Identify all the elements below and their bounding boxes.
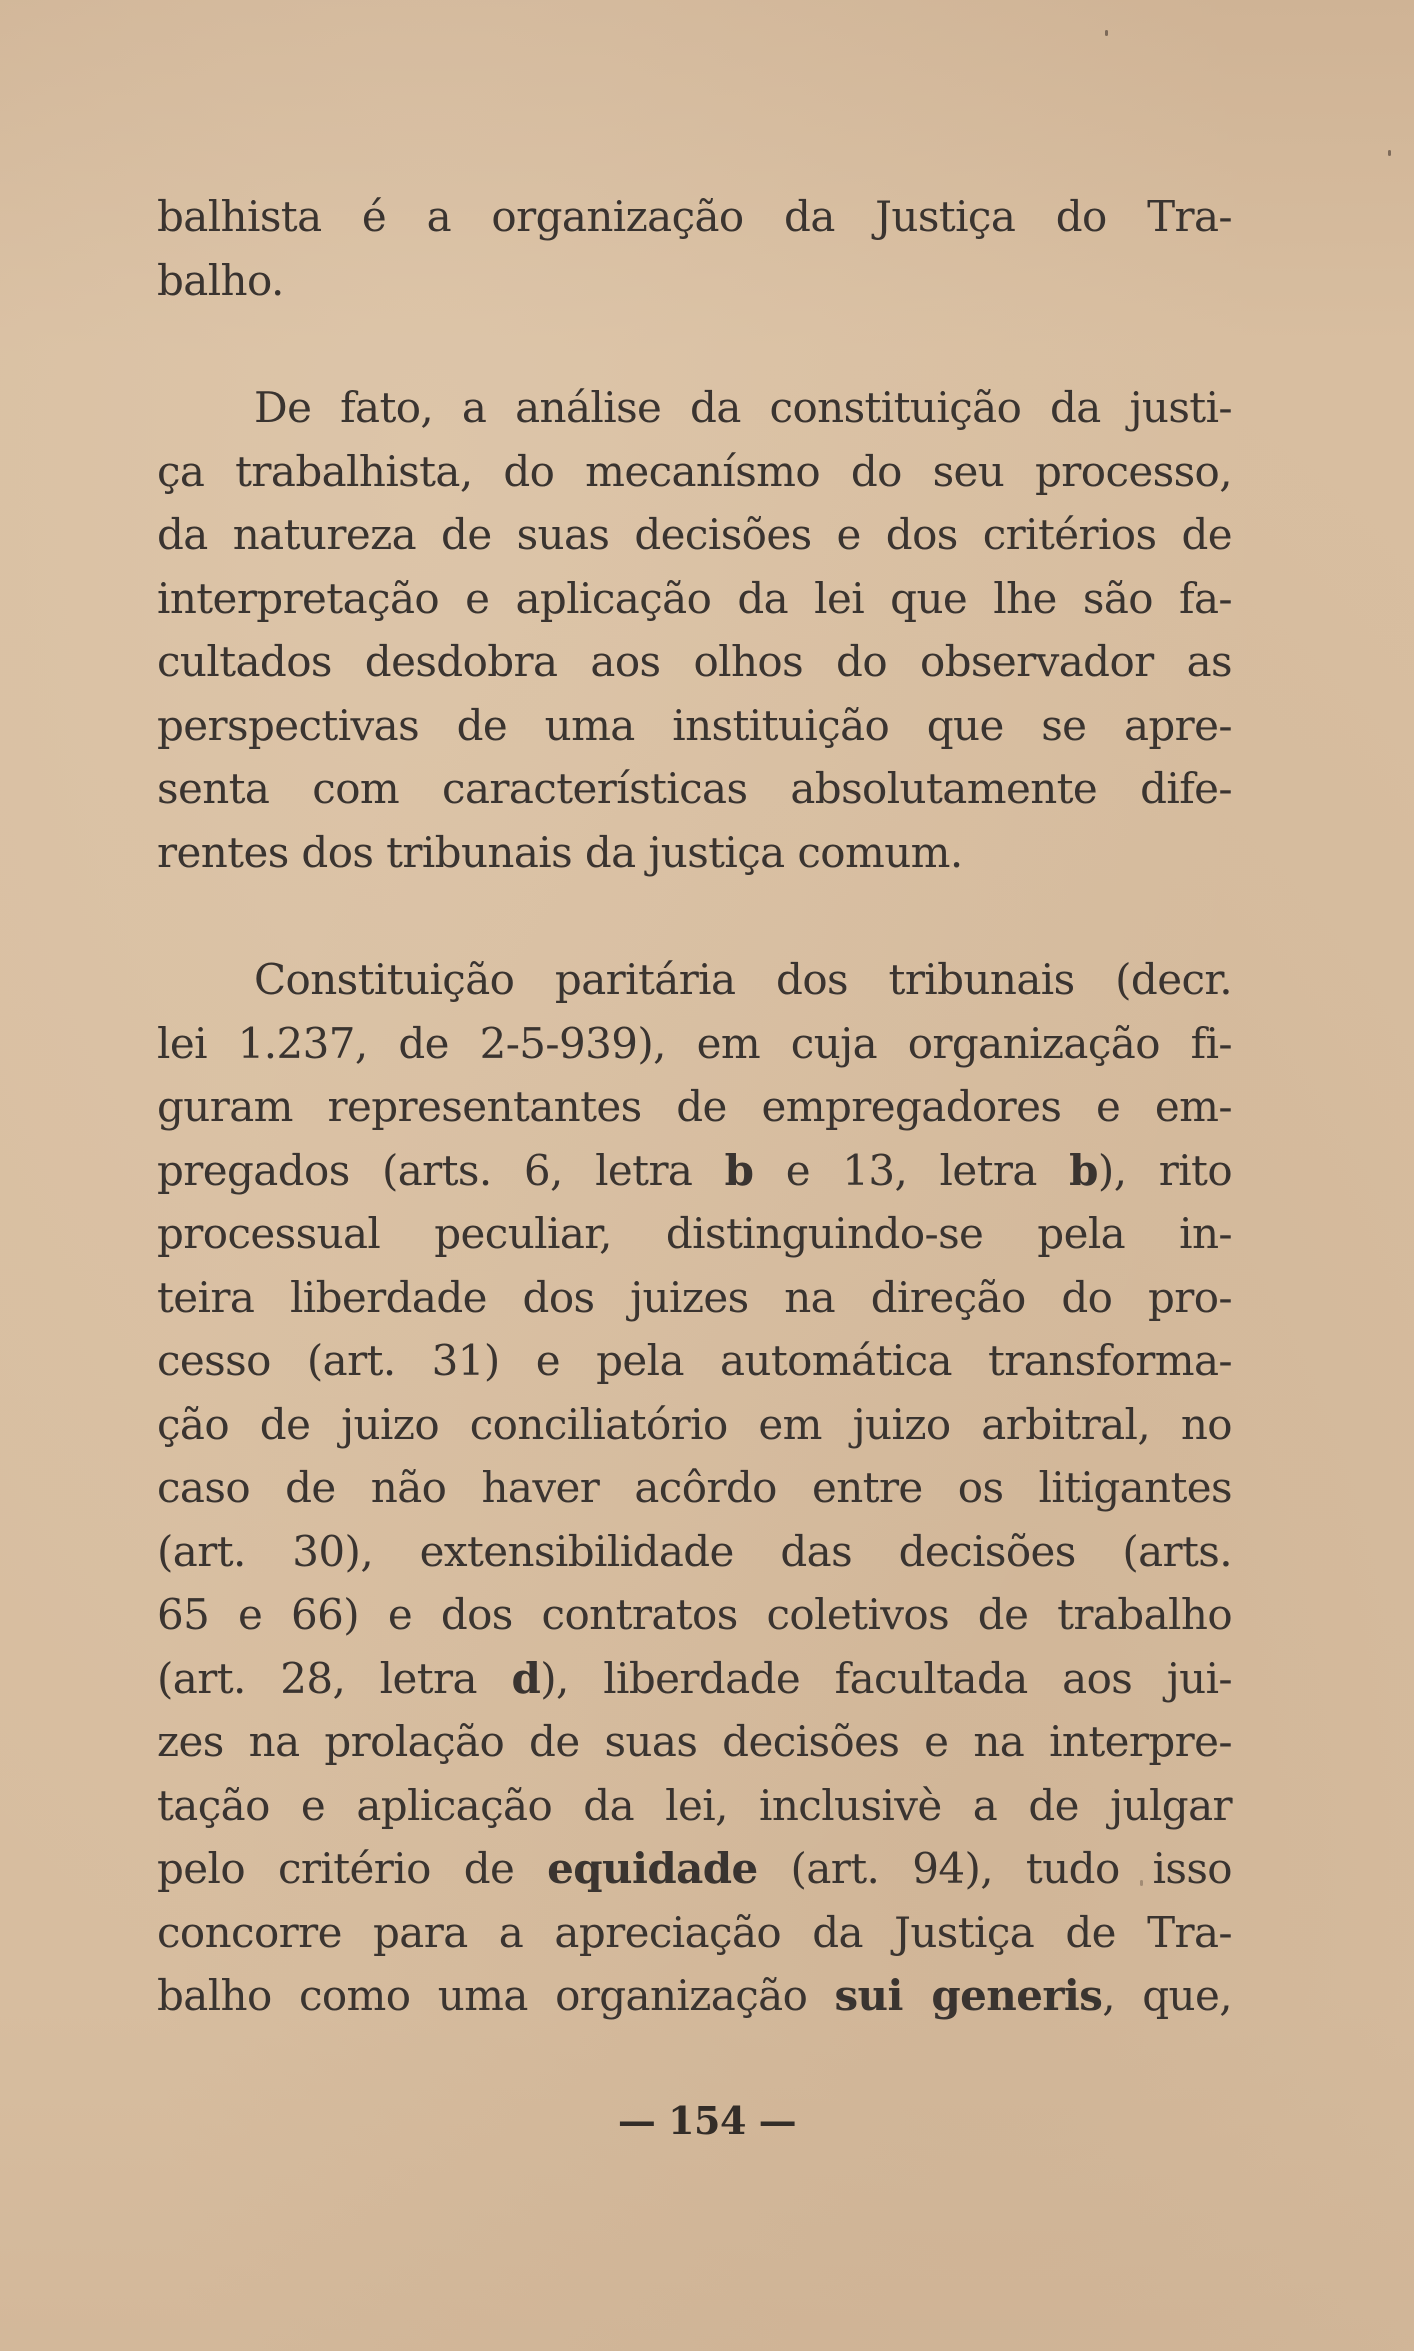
text-segment: cesso (art. 31) e pela automática transforma- [157,1336,1232,1385]
paragraph-constitution [157,948,1232,2028]
text-segment: balho como uma organização [157,1971,835,2020]
emphasized-text: sui generis [834,1971,1103,2020]
text-segment: pelo critério de [157,1844,548,1893]
text-line [157,1202,1232,1266]
page-number-footer [0,2098,1414,2143]
text-segment: Constituição paritária dos tribunais (decr. [254,955,1232,1004]
text-segment: (art. 30), extensibilidade das decisões (arts. [157,1526,1232,1576]
text-segment: concorre para a apreciação da Justiça de Tra- [157,1907,1232,1957]
text-segment: (art. 28, letra [157,1653,512,1703]
text-segment: senta com características absolutamente dife- [157,764,1232,813]
text-line [157,1710,1232,1774]
text-segment: lei 1.237, de 2-5-939), em cuja organização fi- [157,1018,1232,1068]
text-segment: rentes dos tribunais da justiça comum. [157,827,963,877]
text-line [157,1266,1232,1330]
text-line [157,1901,1232,1965]
text-line [157,694,1232,758]
text-segment: De fato, a análise da constituição da justi- [254,383,1232,432]
text-line [157,1393,1232,1457]
text-line [157,757,1232,821]
text-line [157,249,1232,313]
text-line [157,185,1232,249]
text-line [157,1075,1232,1139]
text-line [157,440,1232,504]
paragraph-continuation [157,185,1232,312]
text-line [157,1964,1232,2028]
text-segment: , que, [1102,1971,1232,2020]
page-number-dash-right: — [758,2098,797,2143]
text-segment: ça trabalhista, do mecanísmo do seu processo, [157,446,1232,496]
text-segment: ), rito [1097,1145,1233,1195]
text-segment: balho. [157,255,284,305]
text-segment: interpretação e aplicação da lei que lhe são fa- [157,573,1232,623]
text-line [157,503,1232,567]
text-segment: da natureza de suas decisões e dos critérios de [157,510,1232,559]
paragraph-gap [157,884,1232,948]
text-segment: processual peculiar, distinguindo-se pela in- [157,1209,1232,1258]
text-segment: guram representantes de empregadores e em- [157,1082,1232,1131]
page-number-dash-left: — [617,2098,656,2143]
text-segment: caso de não haver acôrdo entre os litigantes [157,1463,1232,1512]
text-line [157,1583,1232,1647]
text-segment: zes na prolação de suas decisões e na interpre- [157,1717,1232,1766]
text-segment: teira liberdade dos juizes na direção do pro- [157,1272,1232,1322]
text-line [157,1329,1232,1393]
paragraph-analysis [157,376,1232,884]
text-line [157,1456,1232,1520]
paper-speck [1388,150,1391,156]
text-segment: balhista é a organização da Justiça do Tra- [157,192,1232,241]
text-line [157,1837,1232,1901]
text-segment: pregados (arts. 6, letra [157,1145,725,1195]
text-line [157,376,1232,440]
text-segment: 65 e 66) e dos contratos coletivos de trabalho [157,1590,1232,1639]
paper-speck [1140,1880,1143,1886]
paragraph-gap [157,312,1232,376]
page-number: 154 [668,2098,746,2143]
text-segment: ção de juizo conciliatório em juizo arbitral, no [157,1399,1232,1449]
text-line [157,567,1232,631]
text-segment: cultados desdobra aos olhos do observador as [157,637,1232,686]
text-line [157,948,1232,1012]
text-segment: e 13, letra [753,1145,1070,1195]
text-segment: (art. 94), tudo isso [757,1844,1232,1893]
emphasized-text: d [511,1653,541,1703]
text-line [157,1774,1232,1838]
text-line [157,1520,1232,1584]
page-body [157,185,1232,2028]
text-line [157,630,1232,694]
text-segment: ), liberdade facultada aos jui- [540,1653,1233,1703]
text-line [157,1012,1232,1076]
text-line [157,821,1232,885]
text-segment: tação e aplicação da lei, inclusivè a de julgar [157,1780,1232,1830]
text-segment: perspectivas de uma instituição que se apre- [157,700,1232,750]
paper-speck [1105,30,1108,36]
emphasized-text: b [724,1145,754,1195]
emphasized-text: b [1069,1145,1098,1195]
emphasized-text: equidade [547,1844,758,1893]
text-line [157,1647,1232,1711]
text-line [157,1139,1232,1203]
